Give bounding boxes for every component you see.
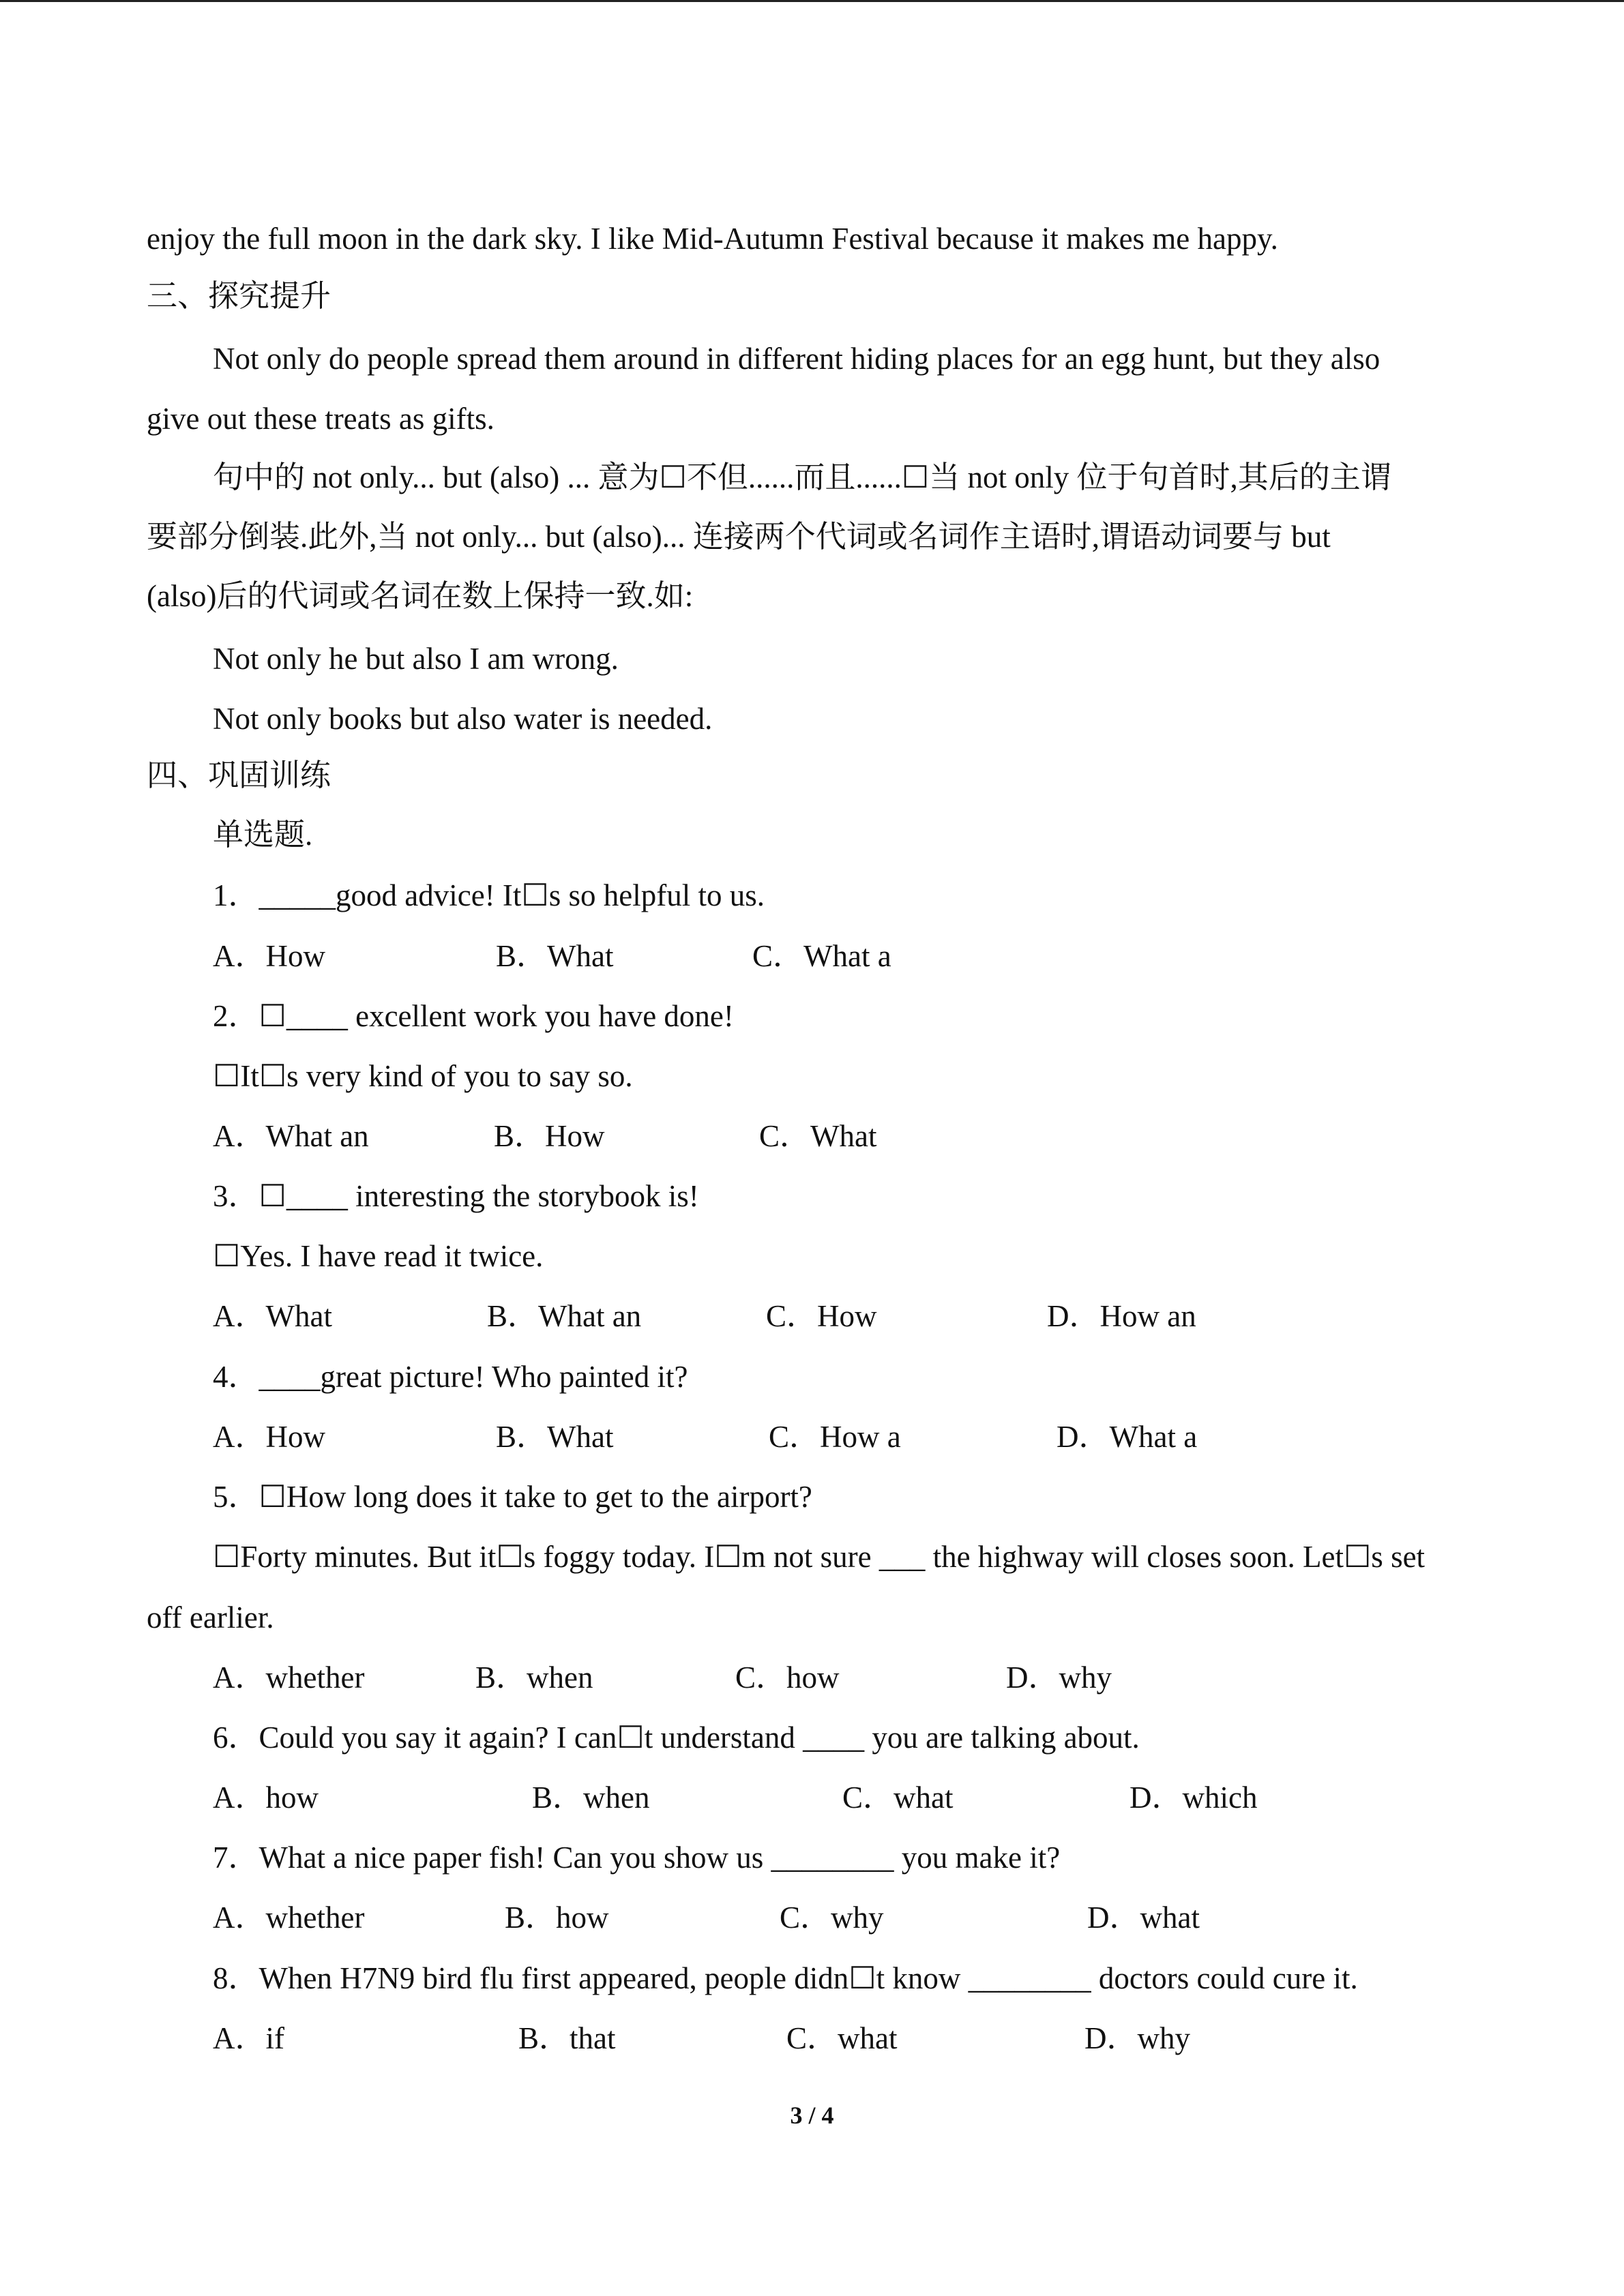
option: C．how xyxy=(735,1660,840,1695)
option: C．What a xyxy=(752,939,891,973)
question-dialogue: ☐It☐s very kind of you to say so. xyxy=(213,1059,633,1093)
question-stem: 3．☐____ interesting the storybook is! xyxy=(213,1179,699,1213)
paragraph-text: Not only do people spread them around in different hiding places for an egg hunt, but they also xyxy=(213,342,1381,376)
option: B．What an xyxy=(487,1299,642,1333)
option: C．what xyxy=(842,1780,954,1815)
dialogue-text: ☐Forty minutes. But it☐s foggy today. I☐m not sure ___ the highway will closes soon. Let☐s set xyxy=(213,1540,1426,1574)
option: B．when xyxy=(475,1660,593,1695)
question-stem: 7．What a nice paper fish! Can you show us ________ you make it? xyxy=(213,1840,1061,1875)
option: C．What xyxy=(759,1119,877,1153)
option: A．What xyxy=(213,1299,332,1333)
question-dialogue: off earlier. xyxy=(147,1600,274,1635)
subheading: 单选题. xyxy=(213,818,313,852)
question-stem: 6．Could you say it again? I can☐t understand ____ you are talking about. xyxy=(213,1720,1140,1755)
paragraph-line: enjoy the full moon in the dark sky. I like Mid-Autumn Festival because it makes me happy. xyxy=(147,222,1278,256)
option: A．if xyxy=(213,2021,284,2055)
paragraph-line: 要部分倒装.此外,当 not only... but (also)... 连接两个代词或名词作主语时,谓语动词要与 but xyxy=(147,520,1331,554)
option: D．which xyxy=(1130,1780,1258,1815)
option: B．that xyxy=(518,2021,616,2055)
question-dialogue: ☐Yes. I have read it twice. xyxy=(213,1239,544,1273)
option: D．why xyxy=(1006,1660,1112,1695)
option: A．How xyxy=(213,1420,325,1454)
option: A．whether xyxy=(213,1900,365,1935)
question-stem: 8．When H7N9 bird flu first appeared, people didn☐t know ________ doctors could cure it. xyxy=(213,1961,1358,1995)
option: D．what xyxy=(1087,1900,1200,1935)
option: A．How xyxy=(213,939,325,973)
top-border xyxy=(0,0,1624,2)
option: D．How an xyxy=(1047,1299,1196,1333)
option: B．What xyxy=(496,939,614,973)
paragraph-line: 句中的 not only... but (also) ... 意为☐不但......而且......☐当 not only 位于句首时,其后的主谓 xyxy=(213,460,1391,494)
example-sentence: Not only books but also water is needed. xyxy=(213,702,713,736)
paragraph-line: give out these treats as gifts. xyxy=(147,402,494,436)
paragraph-line: (also)后的代词或名词在数上保持一致.如: xyxy=(147,579,694,613)
page-number: 3 / 4 xyxy=(790,2102,834,2129)
option: C．why xyxy=(780,1900,884,1935)
example-sentence: Not only he but also I am wrong. xyxy=(213,642,619,676)
question-stem: 5．☐How long does it take to get to the airport? xyxy=(213,1480,812,1514)
option: C．How a xyxy=(769,1420,901,1454)
option: A．What an xyxy=(213,1119,369,1153)
section-heading: 三、探究提升 xyxy=(147,279,331,313)
option: A．whether xyxy=(213,1660,365,1695)
option: D．why xyxy=(1084,2021,1190,2055)
option: C．what xyxy=(786,2021,898,2055)
question-stem: 1．_____good advice! It☐s so helpful to us. xyxy=(213,878,765,912)
option: B．What xyxy=(496,1420,614,1454)
section-heading: 四、巩固训练 xyxy=(147,758,331,792)
option: D．What a xyxy=(1057,1420,1198,1454)
option: A．how xyxy=(213,1780,319,1815)
option: B．How xyxy=(494,1119,605,1153)
question-stem: 2．☐____ excellent work you have done! xyxy=(213,999,734,1033)
question-stem: 4．____great picture! Who painted it? xyxy=(213,1360,688,1394)
question-dialogue xyxy=(213,1536,1478,1577)
option: C．How xyxy=(766,1299,877,1333)
option: B．how xyxy=(505,1900,609,1935)
paragraph-line xyxy=(213,338,1478,379)
option: B．when xyxy=(532,1780,650,1815)
